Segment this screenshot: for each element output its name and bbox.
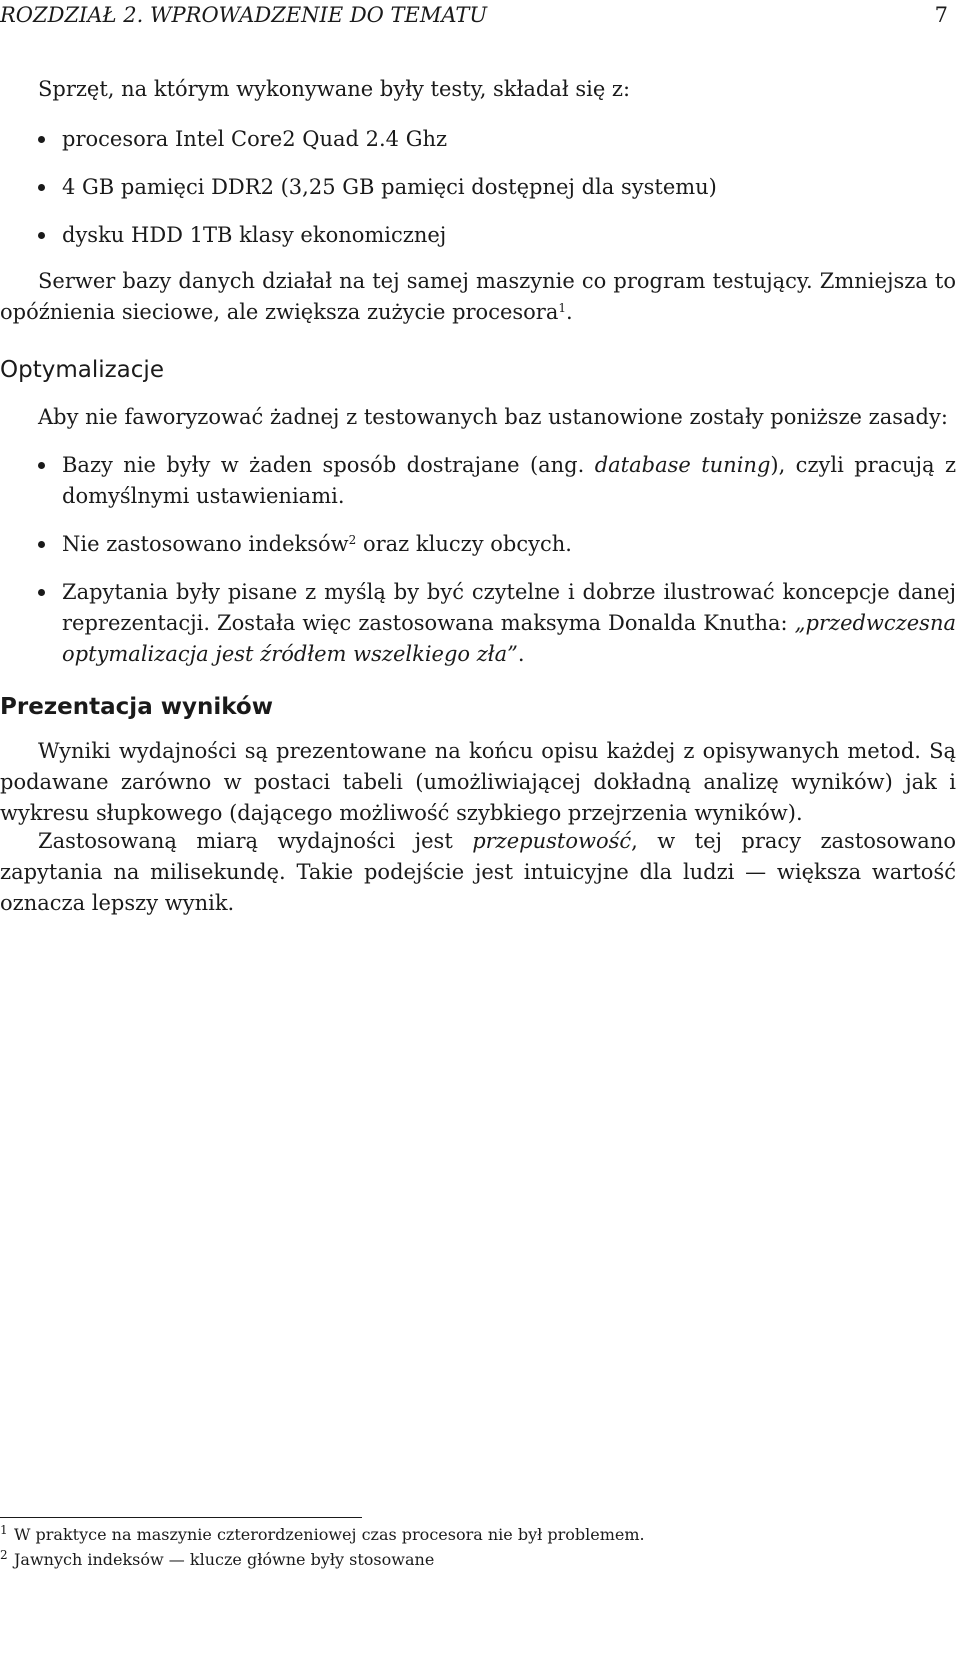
bullet-icon [38, 462, 45, 469]
list-item: dysku HDD 1TB klasy ekonomicznej [0, 220, 956, 251]
bullet-icon [38, 541, 45, 548]
footnote-rule [0, 1517, 362, 1518]
list-item: Bazy nie były w żaden sposób dostrajane (ang. database tuning), czyli pracują z domyślnymi ustawieniami. [0, 450, 956, 512]
server-paragraph: Serwer bazy danych działał na tej samej maszynie co program testujący. Zmniejsza to opóźnienia sieciowe, ale zwiększa zużycie procesora$^1$. [0, 269, 956, 324]
section-heading-results: Prezentacja wyników [0, 694, 273, 720]
optimizations-intro: Aby nie faworyzować żadnej z testowanych baz ustanowione zostały poniższe zasady: [38, 405, 948, 429]
results-paragraph-1: Wyniki wydajności są prezentowane na końcu opisu każdej z opisywanych metod. Są podawane zarówno w postaci tabeli (umożliwiającej dokładną analizę wyników) jak i wykresu słupkowego (dającego możliwość szybkiego przejrzenia wyników). [0, 739, 956, 825]
hardware-intro: Sprzęt, na którym wykonywane były testy, składał się z: [38, 77, 631, 101]
footnotes [0, 1522, 956, 1572]
bullet-icon [38, 184, 45, 191]
list-item: 4 GB pamięci DDR2 (3,25 GB pamięci dostępnej dla systemu) [0, 172, 956, 203]
results-paragraph-2: Zastosowaną miarą wydajności jest przepustowość, w tej pracy zastosowano zapytania na milisekundę. Takie podejście jest intuicyjne dla ludzi — większa wartość oznacza lepszy wynik. [0, 829, 956, 915]
page-number: 7 [934, 3, 948, 27]
bullet-icon [38, 232, 45, 239]
optimizations-list [0, 450, 956, 670]
chapter-title: ROZDZIAŁ 2. WPROWADZENIE DO TEMATU [0, 3, 488, 27]
bullet-icon [38, 589, 45, 596]
list-item: Zapytania były pisane z myślą by być czytelne i dobrze ilustrować koncepcje danej reprezentacji. Została więc zastosowana maksyma Donalda Knutha: „przedwczesna optymalizacja jest źródłem wszelkiego zła”. [0, 577, 956, 670]
footnote-2: 2 Jawnych indeksów — klucze główne były stosowane [0, 1548, 435, 1569]
footnote-1: 1 W praktyce na maszynie czterordzeniowej czas procesora nie był problemem. [0, 1523, 645, 1544]
footnote-ref-1[interactable]: 1 [558, 301, 567, 315]
running-header [0, 0, 960, 30]
list-item: Nie zastosowano indeksów$^2$ oraz kluczy obcych. [0, 529, 956, 560]
section-heading-optimizations: Optymalizacje [0, 357, 164, 383]
list-item: procesora Intel Core2 Quad 2.4 Ghz [0, 124, 956, 155]
hardware-list [0, 124, 956, 251]
bullet-icon [38, 136, 45, 143]
footnote-ref-2[interactable]: 2 [348, 533, 357, 547]
